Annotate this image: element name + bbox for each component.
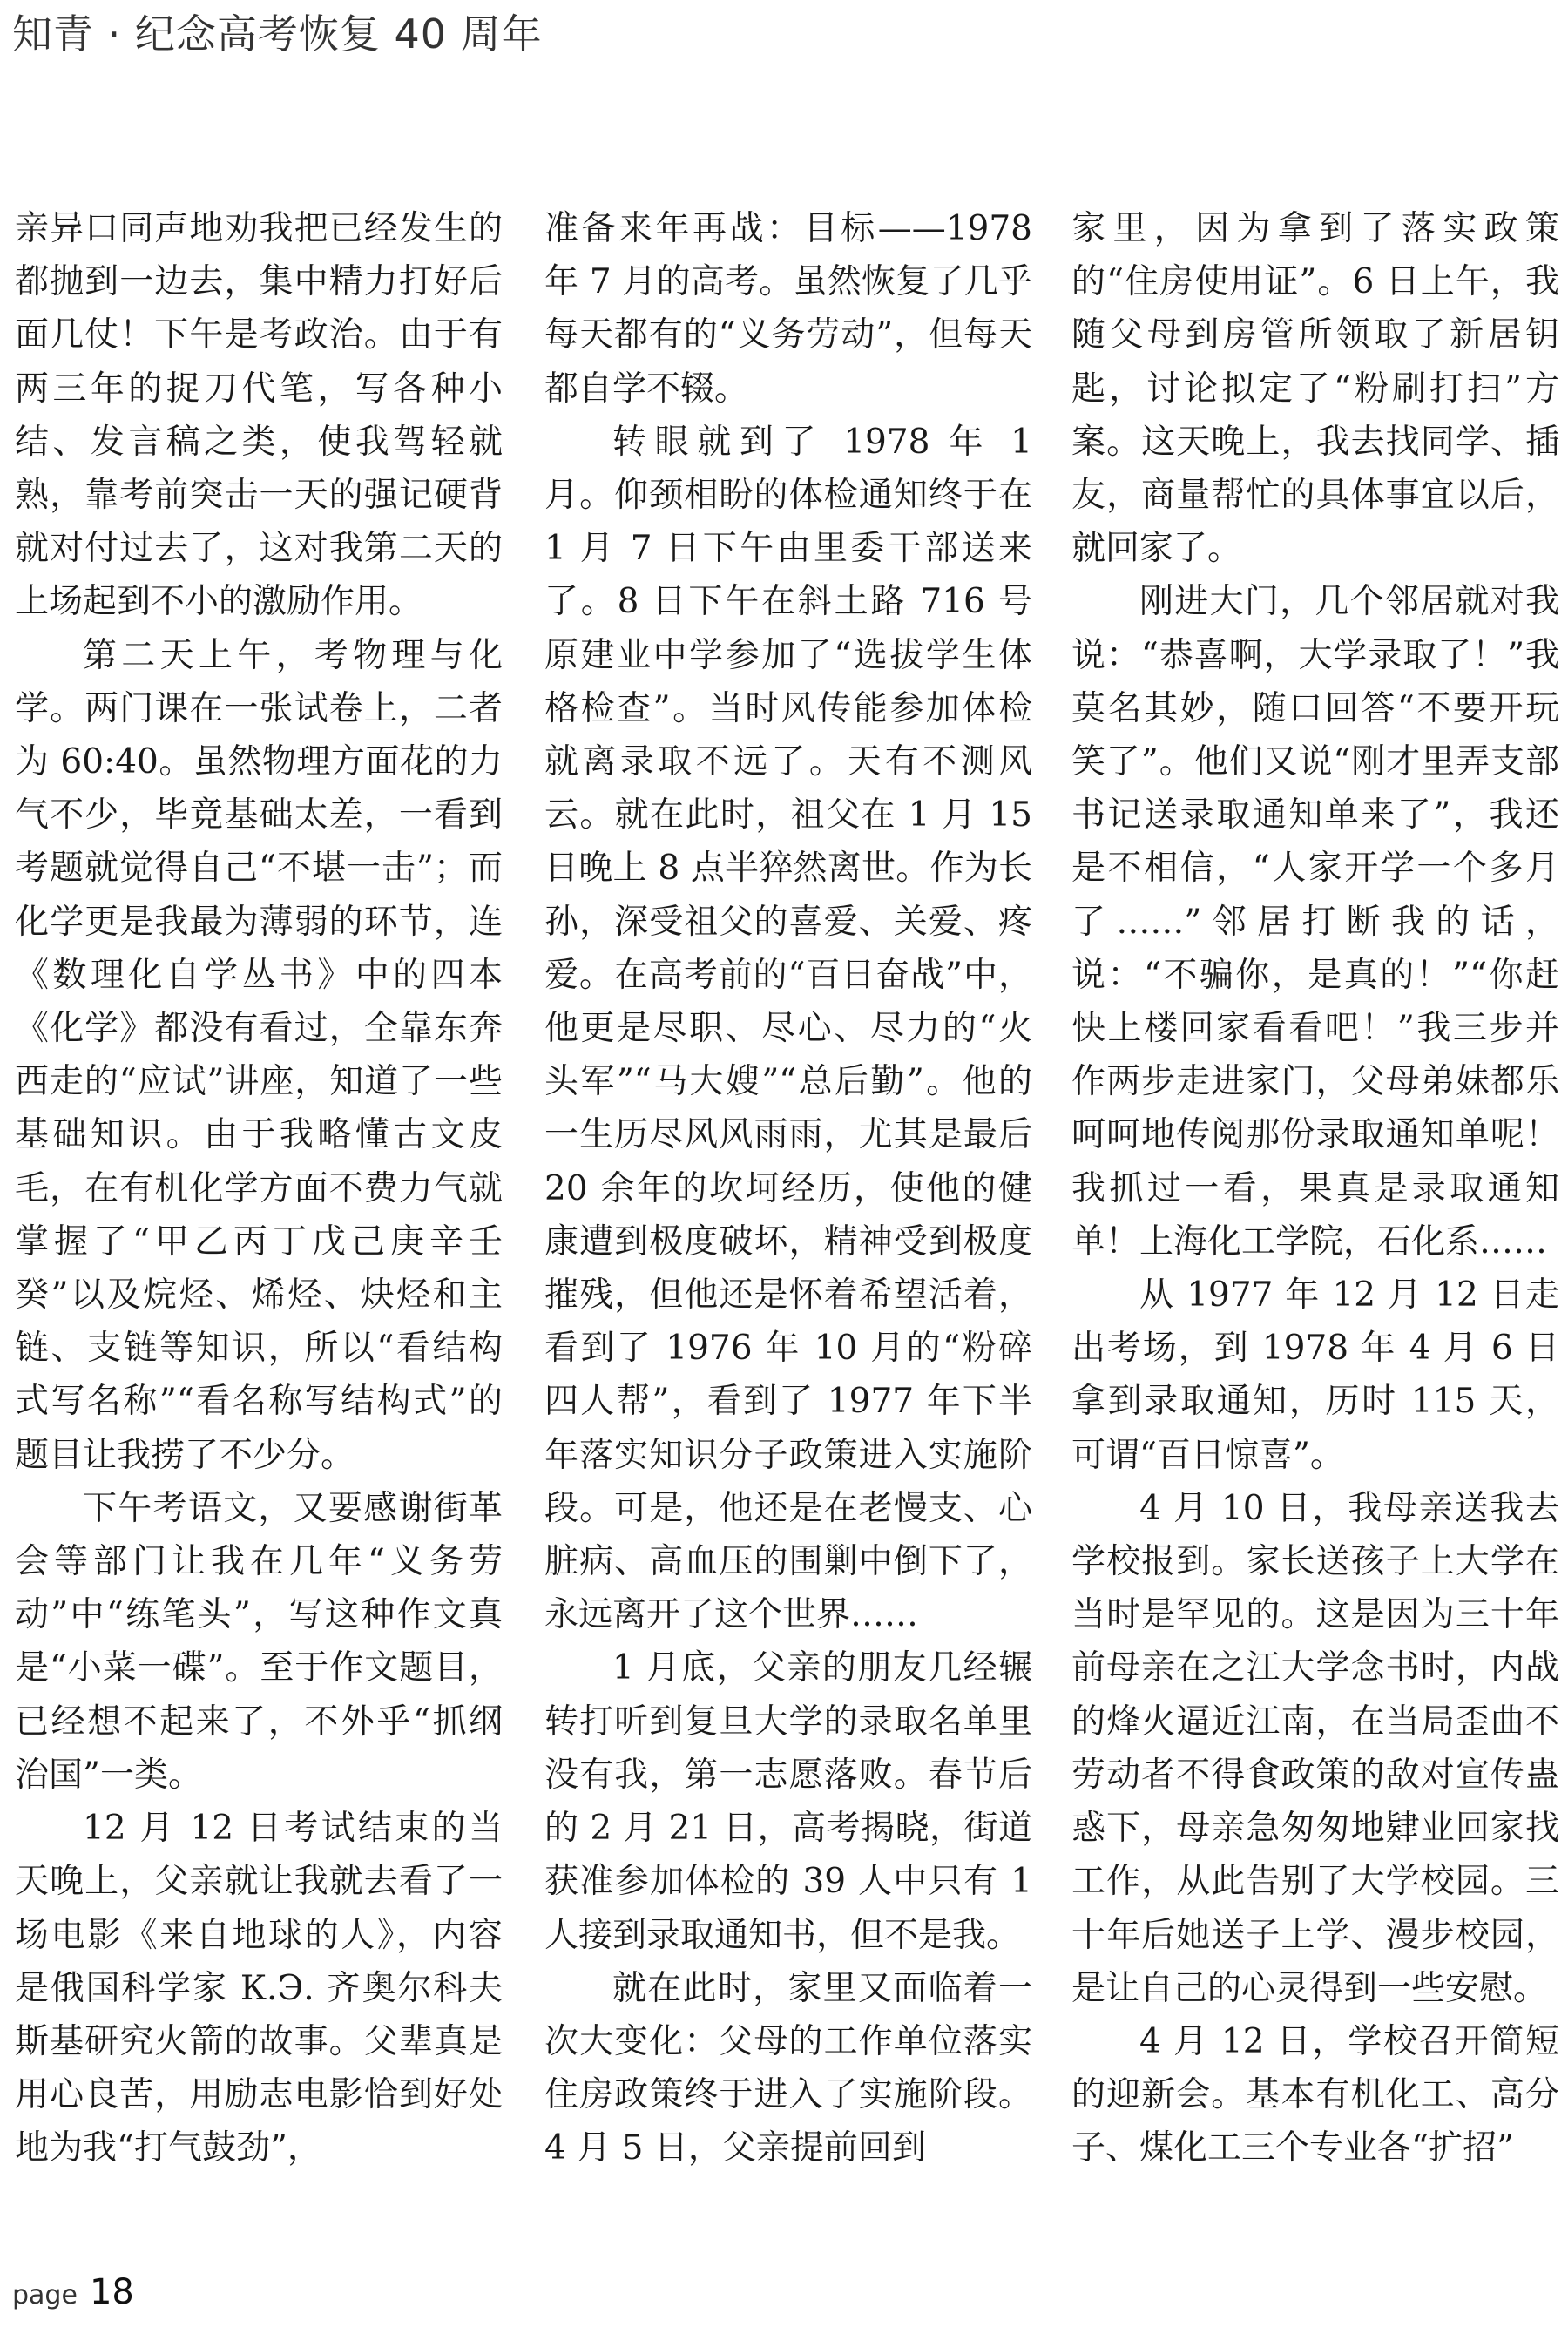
paragraph: 4 月 10 日，我母亲送我去学校报到。家长送孩子上大学在当时是罕见的。这是因为三十年前母亲在之江大学念书时，内战的烽火逼近江南，在当局歪曲不劳动者不得食政策的敌对宣传蛊惑下，母亲急匆匆地肄业回家找工作，从此告别了大学校园。三十年后她送子上学、漫步校园，是让自己的心灵得到一些安慰。	[1071, 1488, 1559, 2008]
text-column-3	[1071, 202, 1559, 2276]
paragraph: 第二天上午，考物理与化学。两门课在一张试卷上，二者为 60:40。虽然物理方面花的力气不少，毕竟基础太差，一看到考题就觉得自己“不堪一击”；而化学更是我最为薄弱的环节，连《数理化自学丛书》中的四本《化学》都没有看过，全靠东奔西走的“应试”讲座，知道了一些基础知识。由于我略懂古文皮毛，在有机化学方面不费力气就掌握了“甲乙丙丁戊己庚辛壬癸”以及烷烃、烯烃、炔烃和主链、支链等知识，所以“看结构式写名称”“看名称写结构式”的题目让我捞了不少分。	[15, 635, 503, 1475]
paragraph: 12 月 12 日考试结束的当天晚上，父亲就让我就去看了一场电影《来自地球的人》，内容是俄国科学家 К.Э. 齐奥尔科夫斯基研究火箭的故事。父辈真是用心良苦，用励志电影恰到好处地为我“打气鼓劲”，	[15, 1809, 503, 2168]
paragraph: 刚进大门，几个邻居就对我说：“恭喜啊，大学录取了！”我莫名其妙，随口回答“不要开玩笑了”。他们又说“刚才里弄支部书记送录取通知单来了”，我还是不相信，“人家开学一个多月了……”邻居打断我的话，说：“不骗你，是真的！”“你赶快上楼回家看看吧！”我三步并作两步走进家门，父母弟妹都乐呵呵地传阅那份录取通知单呢！我抓过一看，果真是录取通知单！上海化工学院，石化系……	[1071, 582, 1559, 1262]
paragraph: 转眼就到了 1978 年 1 月。仰颈相盼的体检通知终于在 1 月 7 日下午由里委干部送来了。8 日下午在斜土路 716 号原建业中学参加了“选拔学生体格检查”。当时风传能参加体检就离录取不远了。天有不测风云。就在此时，祖父在 1 月 15 日晚上 8 点半猝然离世。作为长孙，深受祖父的喜爱、关爱、疼爱。在高考前的“百日奋战”中，他更是尽职、尽心、尽力的“火头军”“马大嫂”“总后勤”。他的一生历尽风风雨雨，尤其是最后 20 余年的坎坷经历，使他的健康遭到极度破坏，精神受到极度摧残，但他还是怀着希望活着，看到了 1976 年 10 月的“粉碎四人帮”，看到了 1977 年下半年落实知识分子政策进入实施阶段。可是，他还是在老慢支、心脏病、高血压的围剿中倒下了，永远离开了这个世界……	[544, 422, 1032, 1635]
paragraph: 4 月 12 日，学校召开简短的迎新会。基本有机化工、高分子、煤化工三个专业各“扩招”	[1071, 2021, 1559, 2168]
text-column-1	[15, 202, 503, 2276]
paragraph: 从 1977 年 12 月 12 日走出考场，到 1978 年 4 月 6 日拿到录取通知，历时 115 天，可谓“百日惊喜”。	[1071, 1275, 1559, 1475]
running-header-title: 知青 · 纪念高考恢复 40 周年	[12, 10, 543, 58]
paragraph: 1 月底，父亲的朋友几经辗转打听到复旦大学的录取名单里没有我，第一志愿落败。春节后的 2 月 21 日，高考揭晓，街道获准参加体检的 39 人中只有 1 人接到录取通知书，但不是我。	[544, 1648, 1032, 1955]
paragraph: 家里，因为拿到了落实政策的“住房使用证”。6 日上午，我随父母到房管所领取了新居钥匙，讨论拟定了“粉刷打扫”方案。这天晚上，我去找同学、插友，商量帮忙的具体事宜以后，就回家了。	[1071, 209, 1559, 569]
paragraph: 就在此时，家里又面临着一次大变化：父母的工作单位落实住房政策终于进入了实施阶段。4 月 5 日，父亲提前回到	[544, 1968, 1032, 2168]
paragraph: 准备来年再战：目标——1978 年 7 月的高考。虽然恢复了几乎每天都有的“义务劳动”，但每天都自学不辍。	[544, 209, 1032, 409]
paragraph: 亲异口同声地劝我把已经发生的都抛到一边去，集中精力打好后面几仗！下午是考政治。由于有两三年的捉刀代笔，写各种小结、发言稿之类，使我驾轻就熟，靠考前突击一天的强记硬背就对付过去了，这对我第二天的上场起到不小的激励作用。	[15, 209, 503, 622]
paragraph: 下午考语文，又要感谢街革会等部门让我在几年“义务劳动”中“练笔头”，写这种作文真是“小菜一碟”。至于作文题目，已经想不起来了，不外乎“抓纲治国”一类。	[15, 1488, 503, 1795]
page-label: page	[12, 2280, 78, 2310]
page-number: 18	[89, 2272, 134, 2312]
text-column-2	[544, 202, 1032, 2276]
page-footer	[12, 2272, 134, 2321]
